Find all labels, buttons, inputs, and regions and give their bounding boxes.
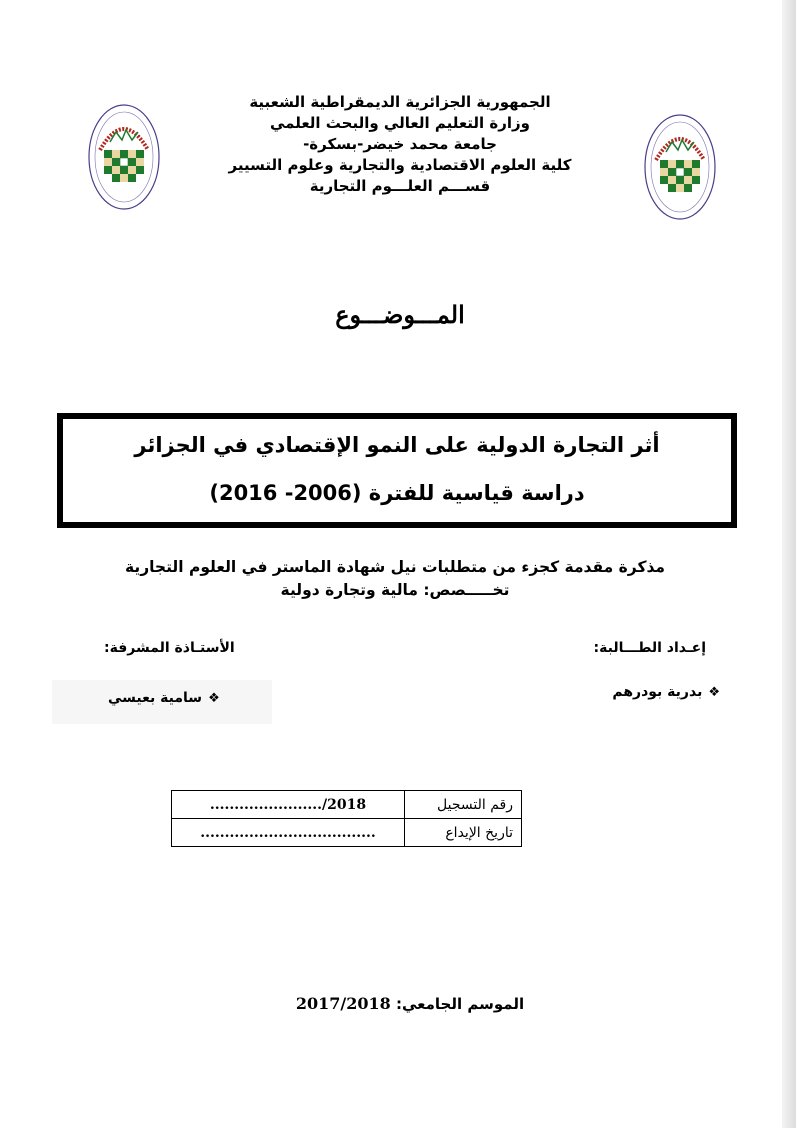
prepared-by-label: إعـداد الطـــالبة:: [593, 640, 706, 656]
deposit-date-value: ....................................: [172, 819, 405, 847]
header-ministry: وزارة التعليم العالي والبحث العلمي: [269, 114, 531, 132]
academic-season: [280, 994, 540, 1013]
memo-purpose: مذكرة مقدمة كجزء من متطلبات نيل شهادة الماستر في العلوم التجارية: [124, 558, 666, 576]
registration-number-value: 2018/.......................: [172, 791, 405, 819]
header-republic: الجمهورية الجزائرية الديمقراطية الشعبية: [249, 93, 551, 111]
thesis-subtitle: دراسة قياسية للفترة (2006- 2016): [209, 481, 585, 505]
season-year: 2017/2018: [295, 994, 391, 1013]
table-row: [172, 819, 522, 847]
supervisor-label: الأستـاذة المشرفة:: [104, 640, 235, 656]
subject-label: المـــوضـــوع: [335, 300, 465, 329]
diamond-bullet-icon: ❖: [208, 691, 220, 706]
institution-header: [200, 92, 600, 197]
diamond-bullet-icon: ❖: [708, 685, 720, 700]
header-faculty: كلية العلوم الاقتصادية والتجارية وعلوم التسيير: [228, 156, 572, 174]
thesis-title-box: [57, 413, 737, 528]
thesis-title: أثر التجارة الدولية على النمو الإقتصادي في الجزائر: [134, 433, 660, 457]
header-university: جامعة محمد خيضر-بسكرة-: [303, 135, 497, 153]
page-edge: [782, 0, 796, 1128]
supervisor-name: سامية بعيسي: [108, 690, 203, 706]
memo-specialty: تخـــــصص: مالية وتجارة دولية: [280, 581, 510, 599]
header-department: قســـم العلـــوم التجارية: [309, 177, 491, 195]
memo-description: [100, 556, 690, 602]
deposit-date-label: تاريخ الإيداع: [405, 819, 522, 847]
university-logo-right: [642, 112, 718, 222]
table-row: [172, 791, 522, 819]
university-seal-icon: [86, 102, 162, 212]
student-name-row: [612, 684, 720, 700]
registration-number-label: رقم التسجيل: [405, 791, 522, 819]
student-name: بدرية بودرهم: [612, 684, 703, 700]
supervisor-name-row: [108, 690, 220, 706]
university-logo-left: [86, 102, 162, 212]
university-seal-icon: [642, 112, 718, 222]
registration-table: [171, 790, 522, 847]
season-label: الموسم الجامعي:: [396, 995, 525, 1013]
